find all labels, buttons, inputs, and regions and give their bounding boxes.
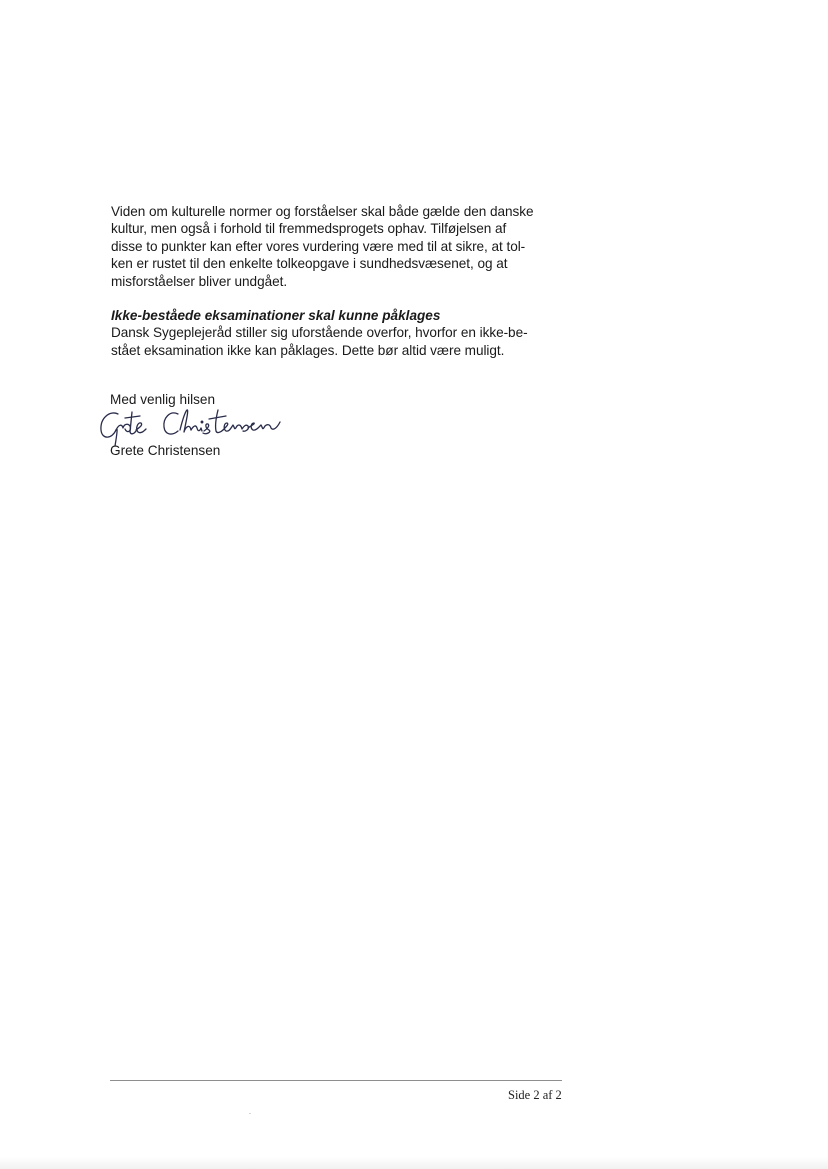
letter-body	[111, 203, 581, 359]
page-number: Side 2 af 2	[508, 1088, 562, 1102]
section-heading-complaints: Ikke-beståede eksaminationer skal kunne påklages	[111, 308, 441, 324]
scan-speck	[249, 1113, 251, 1114]
body-paragraph-cultural-norms: Viden om kulturelle normer og forståelser skal både gælde den danske kultur, men også i forhold til fremmedsprogets ophav. Tilføjelsen af disse to punkter kan efter vores vurdering være med til at sikre, at tol- ken er rustet til den enkelte tolkeopgave i sundhedsvæsenet, og at misforståelser bliver undgået.	[111, 204, 534, 289]
closing-salutation: Med venlig hilsen	[110, 392, 216, 407]
signer-name: Grete Christensen	[110, 443, 221, 458]
scan-bottom-edge	[0, 1157, 828, 1169]
footer-divider	[110, 1080, 562, 1081]
body-paragraph-complaints: Dansk Sygeplejeråd stiller sig uforstående overfor, hvorfor en ikke-be- stået eksamination ikke kan påklages. Dette bør altid være muligt.	[111, 325, 528, 358]
